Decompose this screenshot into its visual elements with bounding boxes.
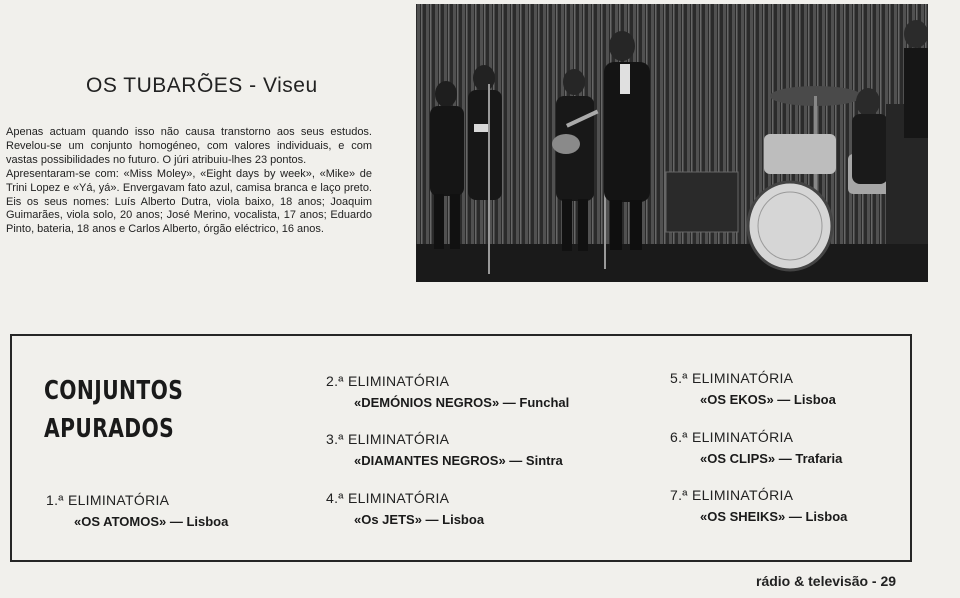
elimination-entry: [326, 490, 484, 527]
band-photo-illustration: [416, 4, 928, 282]
qualified-band: «DEMÓNIOS NEGROS» — Funchal: [354, 395, 570, 410]
article-paragraph-1: Apenas actuam quando isso não causa transtorno aos seus estudos. Revelou-se um conjunto homogéneo, com valores individuais, e com vastas possibilidades no futuro. O júri atribuiu-lhes 23 pontos.: [6, 126, 372, 166]
elimination-entry: [326, 373, 569, 410]
band-photo: [416, 4, 928, 282]
elimination-label: 2.ª ELIMINATÓRIA: [326, 373, 450, 389]
article-paragraph-2: Apresentaram-se com: «Miss Moley», «Eight days by week», «Mike» de Trini Lopez e «Yá, yá». Envergavam fato azul, camisa branca e laço preto. Eis os seus nomes: Luís Alberto Dutra, viola baixo, 18 anos; Joaquim Guimarães, viola solo, 20 anos; José Merino, vocalista, 17 anos; Eduardo Pinto, bateria, 18 anos e Carlos Alberto, órgão eléctrico, 16 anos.: [6, 167, 372, 236]
qualified-band: «OS ATOMOS» — Lisboa: [74, 514, 229, 529]
elimination-entry: [670, 370, 836, 407]
page-footer: rádio & televisão - 29: [756, 573, 897, 589]
qualified-band: «OS CLIPS» — Trafaria: [700, 451, 843, 466]
qualified-band: «Os JETS» — Lisboa: [354, 512, 485, 527]
qualified-band: «OS SHEIKS» — Lisboa: [700, 509, 848, 524]
results-heading-line-2: APURADOS: [44, 414, 175, 444]
results-heading-line-1: CONJUNTOS: [44, 376, 184, 406]
elimination-entry: [670, 429, 842, 466]
elimination-label: 4.ª ELIMINATÓRIA: [326, 490, 450, 506]
article-title: OS TUBARÕES - Viseu: [86, 74, 318, 97]
elimination-label: 6.ª ELIMINATÓRIA: [670, 429, 794, 445]
qualified-band: «DIAMANTES NEGROS» — Sintra: [354, 453, 563, 468]
elimination-entry: [46, 492, 228, 529]
elimination-label: 3.ª ELIMINATÓRIA: [326, 431, 450, 447]
article-body: [6, 126, 372, 237]
elimination-label: 7.ª ELIMINATÓRIA: [670, 487, 794, 503]
elimination-entry: [670, 487, 847, 524]
elimination-entry: [326, 431, 563, 468]
qualified-band: «OS EKOS» — Lisboa: [700, 392, 836, 407]
elimination-label: 1.ª ELIMINATÓRIA: [46, 492, 170, 508]
elimination-label: 5.ª ELIMINATÓRIA: [670, 370, 794, 386]
results-heading: [44, 372, 183, 448]
